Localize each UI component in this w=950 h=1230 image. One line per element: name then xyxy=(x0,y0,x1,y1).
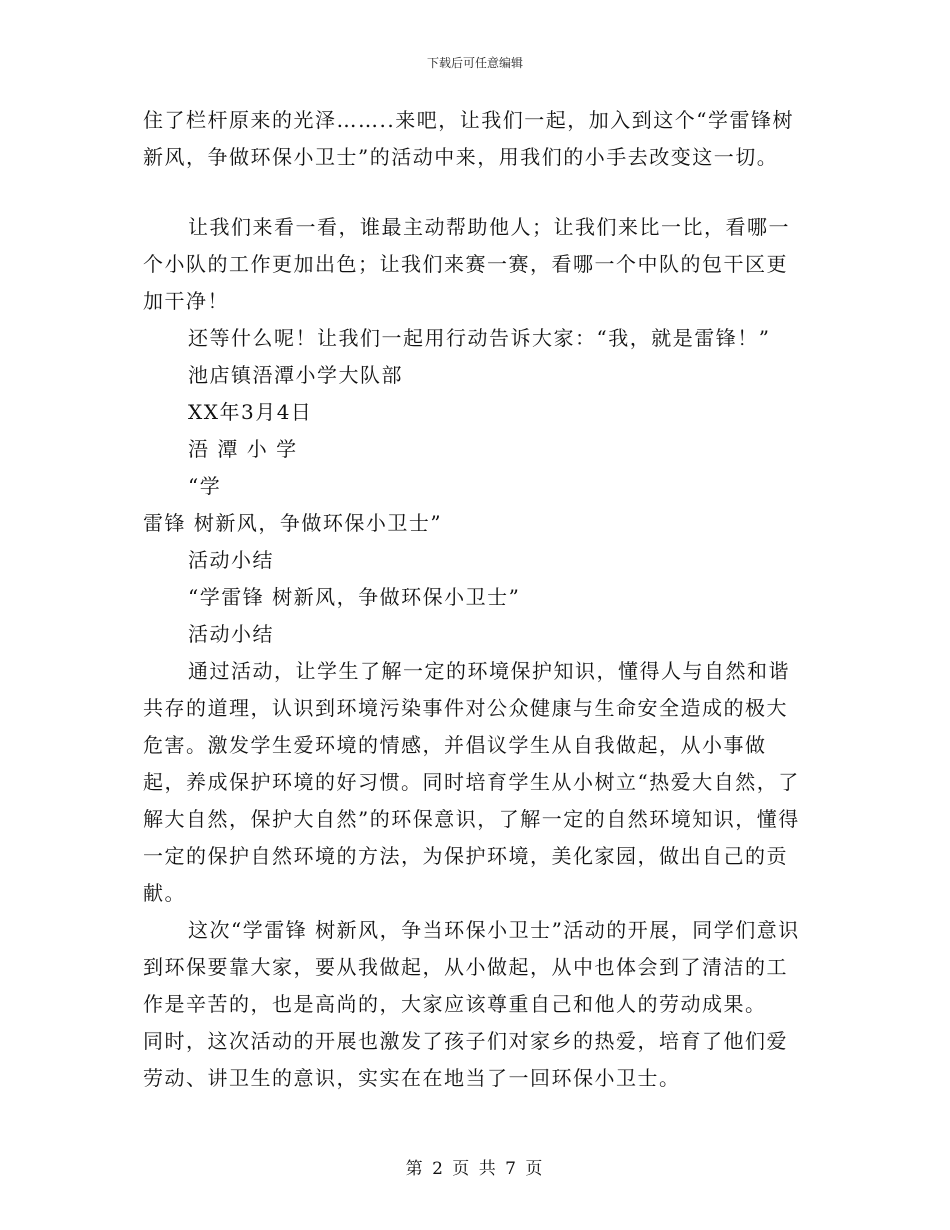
title-summary-label: 活动小结 xyxy=(188,548,274,572)
summary-subtitle: 活动小结 xyxy=(188,622,274,646)
page-header: 下载后可任意编辑 xyxy=(426,56,523,70)
paragraph-summary-goals: 通过活动，让学生了解一定的环境保护知识，懂得人与自然和谐共存的道理，认识到环境污染事件对公众健康与生命安全造成的极大危害。激发学生爱环境的情感，并倡议学生从自我做起，从小事做起，养成保护环境的好习惯。同时培育学生从小树立“热爱大自然，了解大自然，保护大自然”的环保意识，了解一定的自然环境知识，懂得一定的保护自然环境的方法，为保护环境，美化家园，做出自己的贡献。 xyxy=(143,659,800,905)
paragraph-challenge: 让我们来看一看，谁最主动帮助他人；让我们来比一比，看哪一个小队的工作更加出色；让我们来赛一赛，看哪一个中队的包干区更加干净！ xyxy=(143,215,790,313)
title-fragment-quote: “学 xyxy=(188,474,222,498)
document-body xyxy=(143,102,808,1097)
paragraph-continuation: 住了栏杆原来的光泽……..来吧，让我们一起，加入到这个“学雷锋树新风，争做环保小卫士”的活动中来，用我们的小手去改变这一切。 xyxy=(143,108,794,169)
signature-organization: 池店镇浯潭小学大队部 xyxy=(188,363,403,387)
paragraph-summary-impact: 同时，这次活动的开展也激发了孩子们对家乡的热爱，培育了他们爱劳动、讲卫生的意识，实实在在地当了一回环保小卫士。 xyxy=(143,1029,788,1090)
paragraph-summary-results: 这次“学雷锋 树新风，争当环保小卫士”活动的开展，同学们意识到环保要靠大家，要从我做起，从小做起，从中也体会到了清洁的工作是辛苦的，也是高尚的，大家应该尊重自己和他人的劳动成果。 xyxy=(143,918,800,1016)
paragraph-gap xyxy=(143,176,808,209)
summary-title: “学雷锋 树新风，争做环保小卫士” xyxy=(188,585,521,609)
signature-date: XX年3月4日 xyxy=(188,400,313,424)
title-fragment-campaign: 雷锋 树新风，争做环保小卫士” xyxy=(143,511,443,535)
paragraph-call-to-action: 还等什么呢！让我们一起用行动告诉大家：“我，就是雷锋！” xyxy=(188,326,771,350)
page-number: 第 2 页 共 7 页 xyxy=(405,1159,545,1179)
school-name: 浯 潭 小 学 xyxy=(188,437,298,461)
